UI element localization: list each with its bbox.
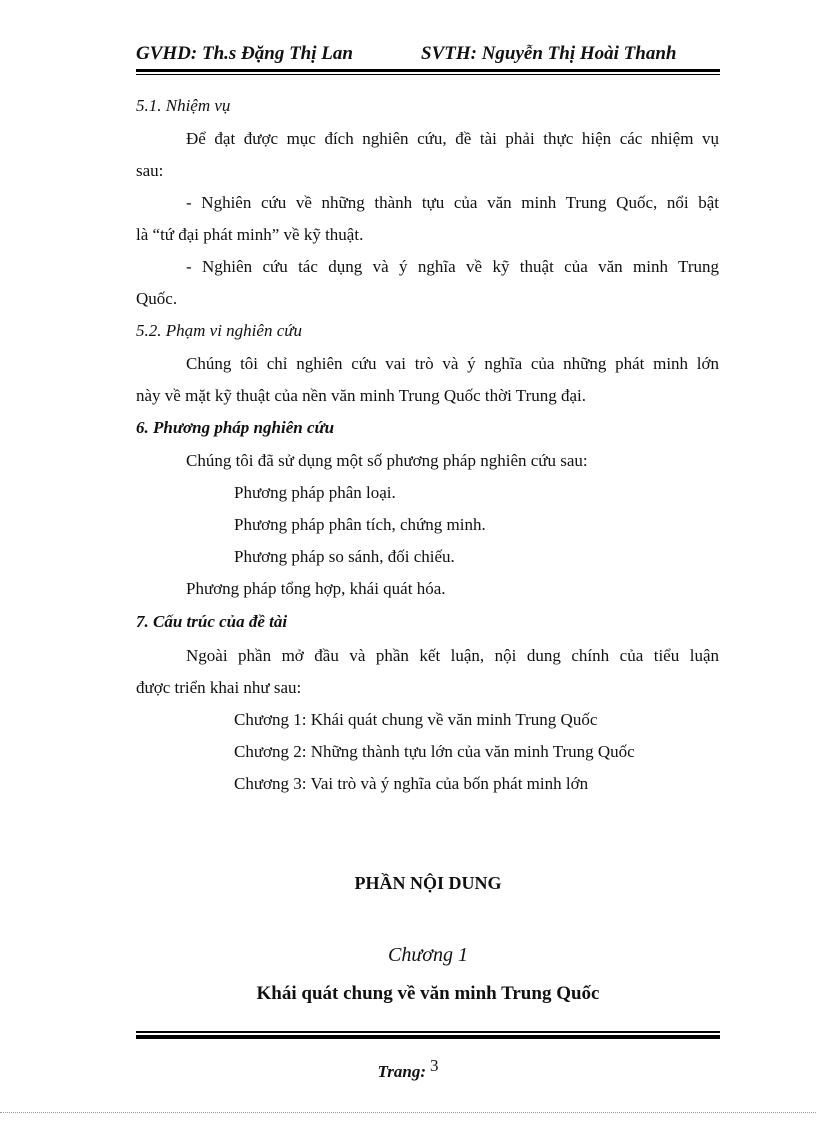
paragraph-line: Ngoài phần mở đầu và phần kết luận, nội dung chính của tiểu luận	[186, 646, 719, 665]
part-title: PHẦN NỘI DUNG	[354, 873, 502, 893]
paragraph-line: Quốc.	[136, 289, 178, 308]
paragraph-line: Chúng tôi đã sử dụng một số phương pháp nghiên cứu sau:	[186, 451, 588, 470]
section-5-2-heading: 5.2. Phạm vi nghiên cứu	[136, 321, 303, 340]
footer-divider	[136, 1031, 720, 1039]
paragraph-line: - Nghiên cứu về những thành tựu của văn minh Trung Quốc, nổi bật	[186, 193, 719, 212]
student-label: SVTH: Nguyễn Thị Hoài Thanh	[421, 43, 677, 64]
chapter-list-item: Chương 2: Những thành tựu lớn của văn minh Trung Quốc	[234, 742, 635, 761]
method-list-item: Phương pháp phân tích, chứng minh.	[234, 515, 486, 534]
page-edge	[0, 1112, 816, 1113]
page-footer	[0, 1056, 816, 1082]
page-header	[136, 41, 720, 71]
paragraph-line: này về mặt kỹ thuật của nền văn minh Trung Quốc thời Trung đại.	[136, 386, 587, 405]
section-7-heading: 7. Cấu trúc của đề tài	[136, 612, 288, 631]
chapter-title: Khái quát chung về văn minh Trung Quốc	[256, 983, 600, 1004]
page-number: 3	[430, 1056, 439, 1075]
section-6-heading: 6. Phương pháp nghiên cứu	[136, 418, 335, 437]
paragraph-line: - Nghiên cứu tác dụng và ý nghĩa về kỹ thuật của văn minh Trung	[186, 257, 719, 276]
paragraph-line: Để đạt được mục đích nghiên cứu, đề tài phải thực hiện các nhiệm vụ	[186, 129, 719, 148]
paragraph-line: sau:	[136, 161, 164, 180]
page-label: Trang:	[377, 1062, 426, 1081]
paragraph-line: Chúng tôi chỉ nghiên cứu vai trò và ý nghĩa của những phát minh lớn	[186, 354, 719, 373]
method-list-item: Phương pháp tổng hợp, khái quát hóa.	[186, 579, 446, 598]
advisor-label: GVHD: Th.s Đặng Thị Lan	[136, 43, 353, 64]
method-list-item: Phương pháp phân loại.	[234, 483, 396, 502]
section-5-1-heading: 5.1. Nhiệm vụ	[136, 96, 231, 115]
paragraph-line: là “tứ đại phát minh” về kỹ thuật.	[136, 225, 364, 244]
chapter-list-item: Chương 3: Vai trò và ý nghĩa của bốn phát minh lớn	[234, 774, 589, 793]
paragraph-line: được triển khai như sau:	[136, 678, 302, 697]
method-list-item: Phương pháp so sánh, đối chiếu.	[234, 547, 455, 566]
chapter-number: Chương 1	[388, 944, 468, 966]
chapter-list-item: Chương 1: Khái quát chung về văn minh Trung Quốc	[234, 710, 598, 729]
header-divider	[136, 69, 720, 75]
